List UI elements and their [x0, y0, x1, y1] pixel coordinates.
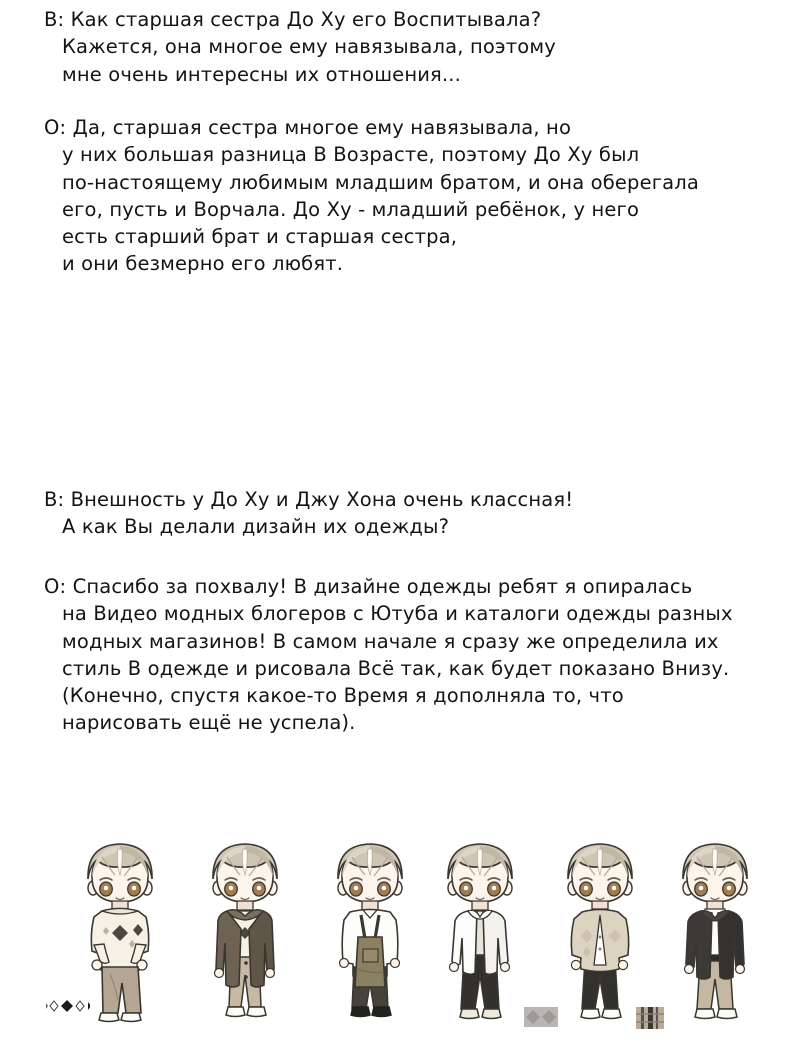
argyle-diamond-swatch	[44, 998, 90, 1014]
qa-line: В: Как старшая сестра До Ху его Воспитывала?	[44, 8, 542, 31]
qa-block-answer-2	[44, 573, 756, 737]
qa-line: О: Да, старшая сестра многое ему навязывала, но	[44, 116, 572, 139]
qa-line: мне очень интересны их отношения...	[62, 62, 461, 86]
qa-line: есть старший брат и старшая сестра,	[62, 225, 458, 249]
gray-diamond-swatch	[524, 1007, 558, 1027]
qa-line: на Видео модных блогеров с Ютуба и каталоги одежды разных	[62, 602, 733, 626]
qa-line: у них большая разница В Возрасте, поэтому До Ху был	[62, 143, 640, 167]
qa-line: (Конечно, спустя какое-то Время я дополняла то, что	[62, 684, 624, 708]
qa-line: его, пусть и Ворчала. До Ху - младший ребёнок, у него	[62, 197, 640, 221]
qa-line: А как Вы делали дизайн их одежды?	[62, 515, 450, 539]
qa-block-question-1	[44, 6, 756, 88]
qa-line: В: Внешность у До Ху и Джу Хона очень классная!	[44, 488, 574, 511]
qa-line: модных магазинов! В самом начале я сразу же определила их	[62, 629, 719, 653]
plaid-check-swatch	[636, 1007, 664, 1029]
qa-line: и они безмерно его любят.	[62, 252, 344, 276]
qa-line: Кажется, она многое ему навязывала, поэтому	[62, 35, 556, 59]
qa-block-answer-1	[44, 114, 756, 278]
qa-line: стиль В одежде и рисовала Всё так, как будет показано Внизу.	[62, 656, 730, 680]
qa-line: по-настоящему любимым младшим братом, и она оберегала	[62, 170, 699, 194]
character-outfit-white-shirt	[420, 841, 540, 1041]
qa-line: нарисовать ещё не успела).	[62, 711, 356, 735]
character-outfit-trench-coat	[185, 841, 305, 1041]
qa-line: О: Спасибо за похвалу! В дизайне одежды ребят я опиралась	[44, 575, 693, 598]
character-outfit-apron	[310, 841, 430, 1041]
qa-block-question-2	[44, 486, 756, 541]
character-outfit-black-jacket	[655, 841, 775, 1041]
character-lineup	[0, 836, 800, 1049]
